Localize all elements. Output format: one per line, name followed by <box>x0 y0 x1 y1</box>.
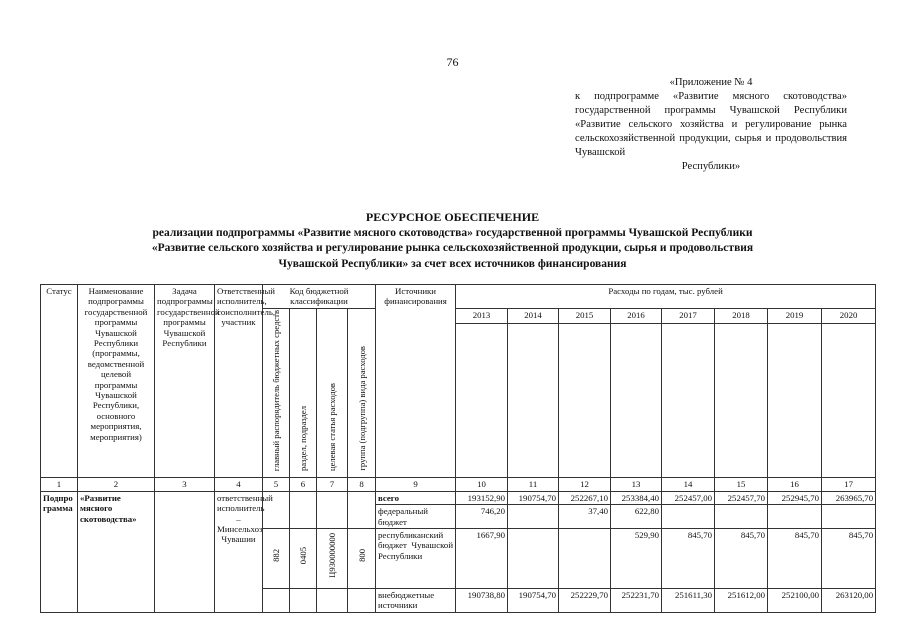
header-year: 2018 <box>715 308 768 324</box>
header-code-admin: главный распорядитель бюджетных средств <box>263 308 290 478</box>
header-year: 2019 <box>768 308 822 324</box>
value-cell: 37,40 <box>559 505 611 529</box>
value-cell: 253384,40 <box>611 491 662 504</box>
empty-cell <box>263 588 290 612</box>
header-code-section: раздел, подраздел <box>290 308 317 478</box>
value-cell: 1667,90 <box>456 528 508 588</box>
heading-line-4: Чувашской Республики» за счет всех источников финансирования <box>278 257 627 270</box>
value-cell <box>715 505 768 529</box>
value-cell: 190754,70 <box>508 588 559 612</box>
value-cell: 845,70 <box>822 528 876 588</box>
col-number: 1 <box>41 478 78 491</box>
appendix-note <box>575 76 847 174</box>
value-cell: 251612,00 <box>715 588 768 612</box>
value-cell <box>508 505 559 529</box>
header-sources: Источники финансирования <box>376 285 456 478</box>
header-year: 2014 <box>508 308 559 324</box>
col-number: 2 <box>78 478 155 491</box>
value-cell <box>768 505 822 529</box>
source-label: федеральный бюджет <box>376 505 456 529</box>
header-year: 2016 <box>611 308 662 324</box>
value-cell: 251611,30 <box>662 588 715 612</box>
col-number: 17 <box>822 478 876 491</box>
empty-cell <box>348 491 376 504</box>
value-cell <box>508 528 559 588</box>
heading-title: РЕСУРСНОЕ ОБЕСПЕЧЕНИЕ <box>365 210 540 224</box>
header-executor: Ответственный исполнитель, соисполнитель, участник <box>215 285 263 478</box>
col-number: 15 <box>715 478 768 491</box>
value-cell <box>559 528 611 588</box>
appendix-body: к подпрограмме «Развитие мясного скотоводства» государственной программы Чувашской Республики «Развитие сельского хозяйства и регулирование рынка сельскохозяйственной продукции, сырья и продовольствия Чувашской <box>575 91 847 158</box>
col-number: 9 <box>376 478 456 491</box>
col-number: 4 <box>215 478 263 491</box>
page-number: 76 <box>446 55 459 69</box>
empty-cell <box>348 588 376 612</box>
empty-cell <box>317 491 348 504</box>
header-code-target: целевая статья расходов <box>317 308 348 478</box>
value-cell: 746,20 <box>456 505 508 529</box>
header-code-group: группа (подгруппа) вида расходов <box>348 308 376 478</box>
col-number: 14 <box>662 478 715 491</box>
value-cell <box>662 505 715 529</box>
value-cell: 193152,90 <box>456 491 508 504</box>
empty-cell <box>290 491 317 504</box>
document-heading <box>0 210 905 272</box>
code-section-cell: 0405 <box>290 528 317 588</box>
value-cell: 252229,70 <box>559 588 611 612</box>
header-year: 2013 <box>456 308 508 324</box>
col-number: 16 <box>768 478 822 491</box>
value-cell: 529,90 <box>611 528 662 588</box>
header-status: Статус <box>41 285 78 478</box>
col-number: 3 <box>155 478 215 491</box>
col-number: 6 <box>290 478 317 491</box>
appendix-last-line: Республики» <box>681 161 741 172</box>
col-number: 11 <box>508 478 559 491</box>
col-number: 5 <box>263 478 290 491</box>
appendix-title: «Приложение № 4 <box>669 77 753 88</box>
header-name: Наименование подпрограммы государственной программы Чувашской Республики (программы, ведомственной целевой программы Чувашской Республики, основного мероприятия, мероприятия) <box>78 285 155 478</box>
header-budget-code: Код бюджетной классификации <box>263 285 376 309</box>
empty-cell <box>290 588 317 612</box>
value-cell: 263120,00 <box>822 588 876 612</box>
code-target-cell: Ц930000000 <box>317 528 348 588</box>
source-label: республиканский бюджет Чувашской Республики <box>376 528 456 588</box>
value-cell: 845,70 <box>662 528 715 588</box>
header-expenses: Расходы по годам, тыс. рублей <box>456 285 876 309</box>
value-cell: 190754,70 <box>508 491 559 504</box>
value-cell: 845,70 <box>715 528 768 588</box>
empty-cell <box>317 505 348 529</box>
col-number: 13 <box>611 478 662 491</box>
program-executor: ответственный исполнитель – Минсельхоз Чувашии <box>215 491 263 612</box>
value-cell: 190738,80 <box>456 588 508 612</box>
value-cell <box>822 505 876 529</box>
value-cell: 622,80 <box>611 505 662 529</box>
value-cell: 252457,00 <box>662 491 715 504</box>
source-label: всего <box>376 491 456 504</box>
col-number: 7 <box>317 478 348 491</box>
resource-table <box>40 284 876 613</box>
value-cell: 252945,70 <box>768 491 822 504</box>
header-year: 2020 <box>822 308 876 324</box>
value-cell: 252457,70 <box>715 491 768 504</box>
header-task: Задача подпрограммы государственной программы Чувашской Республики <box>155 285 215 478</box>
header-year: 2017 <box>662 308 715 324</box>
program-status: Подпрограмма <box>41 491 78 612</box>
empty-cell <box>263 505 290 529</box>
heading-line-3: «Развитие сельского хозяйства и регулирование рынка сельскохозяйственной продукции, сырья и продовольствия <box>151 242 754 254</box>
header-year: 2015 <box>559 308 611 324</box>
empty-cell <box>317 588 348 612</box>
program-task <box>155 491 215 612</box>
code-admin-cell: 882 <box>263 528 290 588</box>
source-label: внебюджетные источники <box>376 588 456 612</box>
col-number: 12 <box>559 478 611 491</box>
value-cell: 263965,70 <box>822 491 876 504</box>
code-group-cell: 800 <box>348 528 376 588</box>
value-cell: 845,70 <box>768 528 822 588</box>
heading-line-2: реализации подпрограммы «Развитие мясного скотоводства» государственной программы Чувашской Республики <box>152 226 753 239</box>
col-number: 8 <box>348 478 376 491</box>
column-number-row <box>41 478 876 491</box>
value-cell: 252231,70 <box>611 588 662 612</box>
empty-cell <box>348 505 376 529</box>
value-cell: 252100,00 <box>768 588 822 612</box>
value-cell: 252267,10 <box>559 491 611 504</box>
table-row <box>41 491 876 504</box>
empty-cell <box>290 505 317 529</box>
program-name: «Развитие мясного скотоводства» <box>78 491 155 612</box>
col-number: 10 <box>456 478 508 491</box>
